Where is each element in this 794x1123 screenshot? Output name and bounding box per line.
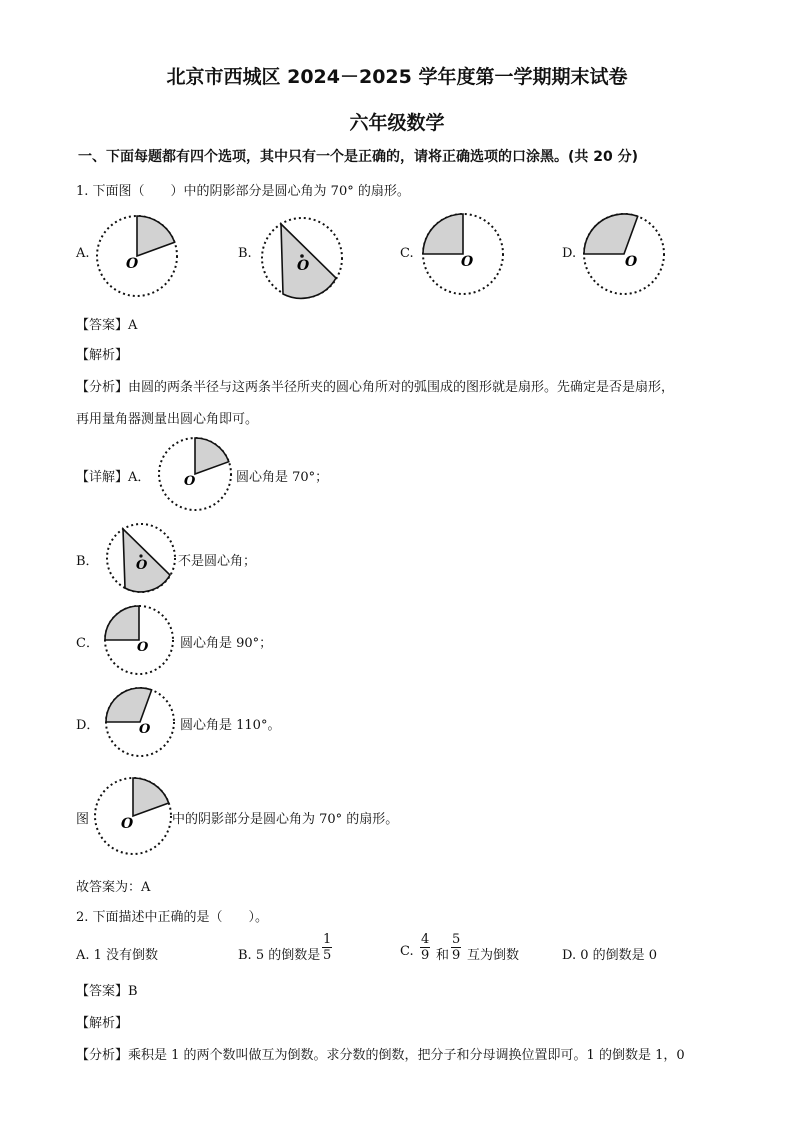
center-label: O xyxy=(625,254,638,270)
svg-text:O: O xyxy=(139,722,151,737)
final-prefix: 图 xyxy=(76,812,90,827)
detail-figure-a xyxy=(157,434,235,514)
analysis-line-2: 再用量角器测量出圆心角即可。 xyxy=(76,412,259,427)
sector-figure-d xyxy=(578,208,670,300)
conclusion: 故答案为：A xyxy=(76,880,151,895)
jiexi-tag: 【解析】 xyxy=(76,348,129,363)
option-a-label: A. xyxy=(76,246,90,261)
detail-prefix: 【详解】A． xyxy=(76,470,151,485)
center-label: O xyxy=(297,258,310,274)
q2-option-c-and: 和 xyxy=(436,948,450,963)
center-label: O xyxy=(126,256,139,272)
detail-figure-b xyxy=(102,520,180,596)
fraction-denominator: 5 xyxy=(323,948,332,963)
detail-b-label: B． xyxy=(76,554,99,569)
center-label: O xyxy=(461,254,474,270)
option-d-label: D. xyxy=(562,246,577,261)
q2-option-d: D. 0 的倒数是 0 xyxy=(562,948,658,963)
fraction-denominator: 9 xyxy=(452,948,461,963)
fraction-numerator: 4 xyxy=(421,932,430,947)
sector-figure-c xyxy=(418,208,510,300)
q2-option-a: A. 1 没有倒数 xyxy=(76,948,159,963)
detail-c-text: 圆心角是 90°； xyxy=(180,636,273,651)
fraction-denominator: 9 xyxy=(421,948,430,963)
svg-text:O: O xyxy=(136,558,148,573)
page-subtitle: 六年级数学 xyxy=(349,112,445,134)
final-figure xyxy=(92,774,176,858)
svg-text:O: O xyxy=(184,474,196,489)
answer-tag: 【答案】A xyxy=(76,318,138,333)
analysis-line-1: 【分析】由圆的两条半径与这两条半径所夹的圆心角所对的弧围成的图形就是扇形。先确定是否是扇形， xyxy=(76,380,675,395)
detail-figure-d xyxy=(100,684,178,760)
detail-b-text: 不是圆心角； xyxy=(178,554,257,569)
option-b-label: B. xyxy=(238,246,252,261)
fraction-one-fifth xyxy=(322,932,332,963)
fraction-five-ninths xyxy=(451,932,461,963)
fraction-four-ninths xyxy=(420,932,430,963)
question-1-stem: 1. 下面图（ ）中的阴影部分是圆心角为 70° 的扇形。 xyxy=(76,184,410,199)
fraction-numerator: 1 xyxy=(323,932,332,947)
final-text: 中的阴影部分是圆心角为 70° 的扇形。 xyxy=(172,812,399,827)
q2-analysis: 【分析】乘积是 1 的两个数叫做互为倒数。求分数的倒数，把分子和分母调换位置即可。1 的倒数是 1，0 xyxy=(76,1048,685,1063)
q2-jiexi-tag: 【解析】 xyxy=(76,1016,129,1031)
sector-figure-b xyxy=(256,212,348,304)
svg-text:O: O xyxy=(121,816,134,832)
fraction-numerator: 5 xyxy=(452,932,461,947)
detail-d-text: 圆心角是 110°。 xyxy=(180,718,281,733)
question-2-stem: 2. 下面描述中正确的是（ ）。 xyxy=(76,910,269,925)
q2-answer-tag: 【答案】B xyxy=(76,984,138,999)
sector-figure-a xyxy=(92,210,184,302)
q2-option-b-text: B. 5 的倒数是 xyxy=(238,948,321,963)
option-c-label: C. xyxy=(400,246,414,261)
q2-option-c-label: C. xyxy=(400,944,414,959)
section-heading: 一、下面每题都有四个选项，其中只有一个是正确的，请将正确选项的口涂黑。(共 20 分) xyxy=(78,149,639,165)
page-title: 北京市西城区 2024－2025 学年度第一学期期末试卷 xyxy=(166,66,628,88)
detail-d-label: D． xyxy=(76,718,100,733)
detail-a-text: 圆心角是 70°； xyxy=(236,470,329,485)
detail-figure-c xyxy=(100,602,178,678)
detail-c-label: C． xyxy=(76,636,99,651)
q2-option-c-text: 互为倒数 xyxy=(467,948,520,963)
svg-text:O: O xyxy=(137,640,149,655)
